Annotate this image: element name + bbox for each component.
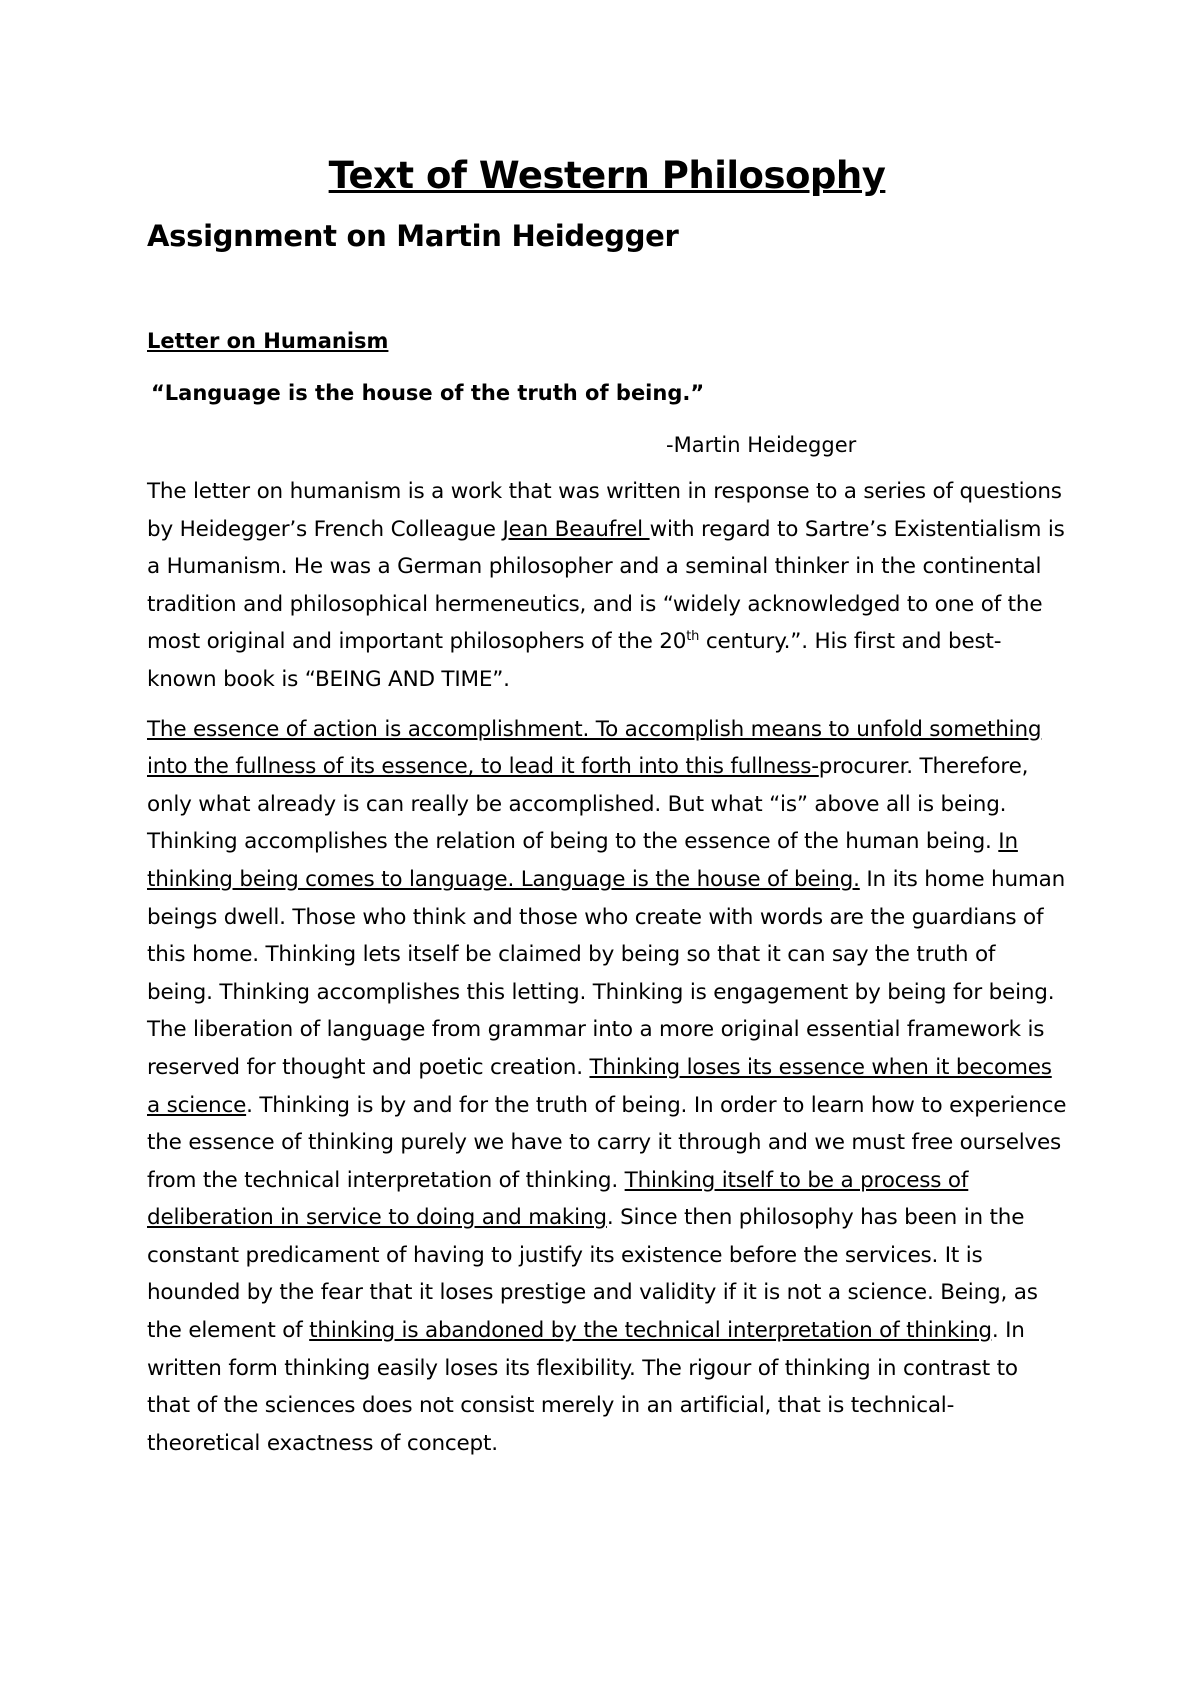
epigraph-quote: “Language is the house of the truth of being.” <box>151 381 705 405</box>
paragraph-text: century.”. His first and best-known book is “BEING AND TIME”. <box>147 629 1002 692</box>
underlined-text: thinking is abandoned by the technical interpretation of thinking <box>309 1318 992 1344</box>
document-title: Text of Western Philosophy <box>328 154 886 197</box>
underlined-text: In thinking being comes to language. Language is the house of being. <box>147 829 1018 892</box>
excerpt-paragraph <box>147 711 1067 1463</box>
paragraph-text: . In written form thinking easily loses its flexibility. The rigour of thinking in contrast to that of the sciences does not consist merely in an artificial, that is technical-theoretical exactness of concept. <box>147 1318 1025 1456</box>
underlined-text: The essence of action is accomplishment. To accomplish means to unfold something into the fullness of its essence, to lead it forth into this fullness- <box>147 716 1042 780</box>
paragraph-text: The letter on humanism is a work that was written in response to a series of questions by Heidegger’s French Colleague <box>147 479 1062 542</box>
paragraph-text: with regard to Sartre’s Existentialism is a Humanism. He was a German philosopher and a seminal thinker in the continental tradition and philosophical hermeneutics, and is “widely acknowledged to one of the most original and important philosophers of the 20 <box>147 516 1065 655</box>
underlined-text: Thinking loses its essence when it becomes a science <box>147 1054 1052 1118</box>
intro-paragraph <box>147 473 1067 699</box>
underlined-text: Thinking itself to be a process of deliberation in service to doing and making <box>147 1167 969 1231</box>
assignment-subtitle: Assignment on Martin Heidegger <box>147 219 679 253</box>
colleague-name: Jean Beaufrel <box>502 516 650 542</box>
paragraph-text: In its home human beings dwell. Those who think and those who create with words are the guardians of this home. Thinking lets itself be claimed by being so that it can say the truth of being. Thinking accomplishes this letting. Thinking is engagement by being for being. The liberation of language from grammar into a more original essential framework is reserved for thought and poetic creation. <box>147 866 1066 1080</box>
quote-attribution: -Martin Heidegger <box>666 433 857 457</box>
document-body <box>147 150 1067 1462</box>
paragraph-text: . Since then philosophy has been in the constant predicament of having to justify its existence before the services. It is hounded by the fear that it loses prestige and validity if it is not a science. Being, as the element of <box>147 1205 1038 1344</box>
section-heading: Letter on Humanism <box>147 329 389 353</box>
paragraph-text: . Thinking is by and for the truth of being. In order to learn how to experience the essence of thinking purely we have to carry it through and we must free ourselves from the technical interpretation of thinking. <box>147 1092 1067 1193</box>
paragraph-text: procurer. Therefore, only what already is can really be accomplished. But what “is” above all is being. Thinking accomplishes the relation of being to the essence of the human being. <box>147 754 1029 855</box>
ordinal-superscript: th <box>686 629 700 645</box>
